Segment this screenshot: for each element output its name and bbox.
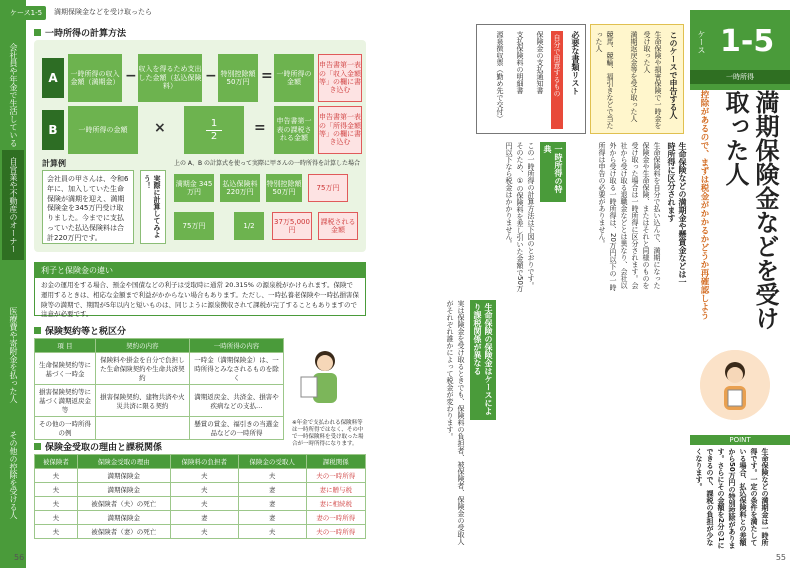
calc-a-deduction: 特別控除額 50万円: [266, 174, 302, 202]
income-kind-bar: 一時所得: [690, 70, 790, 84]
band-item-1: 会社員や年金で生活している: [9, 43, 18, 147]
interest-note: [34, 262, 366, 319]
calc-a-result: 75万円: [308, 174, 348, 202]
table-row: 生命保険契約等に基づく一時金 保険料や掛金を自分で負担した生命保険契約や生命共済契約 一時金（満期保険金）は、一時所得とみなされるものを除く: [35, 353, 284, 385]
row-b-base: 一時所得の金額: [68, 106, 138, 154]
bullet-square-icon: [34, 327, 41, 334]
interest-heading: 利子と保険金の違い: [35, 263, 365, 278]
row-a-income: 一時所得の収入金額（満期金）: [68, 54, 122, 102]
person-with-document-icon: [295, 345, 355, 415]
col2-text: この一時所得の計算方法は下図のとおりです。そのため、①の保険料を差し引いた金額で50万円以下なら税金はかかりません。: [505, 142, 535, 292]
table-row: 夫 被保険者（夫）の死亡 夫 妻 妻に相続税: [35, 497, 366, 511]
page-title: 満期保険金などを受け取った人: [721, 90, 779, 330]
point-text: 生命保険などの満期金は一時所得です。一定の条件を満たしている場合、払込保険料との差額から50万円の特別控除があります。さらにその金額を2分の1にできるので、課税の負担が少なくなります。: [695, 448, 769, 549]
docs-heading: 必要な書類リスト: [571, 31, 580, 95]
chapter-index-band: [0, 0, 26, 568]
example-text: 会社員の甲さんは、令和6年に、加入していた生命保険が満期を迎え、満期保険金を345万円受け取りました。今までに支払っていた払込保険料は合計220万円です。: [42, 170, 134, 244]
row-b-letter: B: [42, 110, 64, 150]
calc-prompt: 実際に計算してみよう！: [140, 170, 166, 244]
col3-text: 実は保険金を受け取るときでも、保険料の負担者、被保険者、保険金の受取人がそれぞれ誰かによって税金が変わります。: [446, 300, 465, 545]
point-tag: POINT: [690, 435, 790, 445]
point-box: [690, 435, 790, 555]
who-item-2: 満期返戻金等を受け取った人: [630, 31, 638, 122]
relation-heading: 保険金受取の理由と課税関係: [34, 440, 162, 453]
row-b-fraction: 1 2: [184, 106, 244, 154]
bullet-square-icon: [34, 443, 41, 450]
calc-b-fraction: 1/2: [234, 212, 264, 240]
minus-op-1: −: [125, 68, 137, 84]
prepare-tag: 自分で用意するもの: [551, 31, 563, 129]
multiply-op: ×: [154, 120, 166, 136]
doc-item-3: 源泉徴収票（勤め先で交付）: [496, 31, 504, 122]
row-b-target: 申告書第一表の「所得金額等」の欄に書き込む: [318, 106, 362, 154]
calc-b-amount: 37万5,000円: [272, 212, 312, 240]
table-row: 損害保険契約等に基づく満期返戻金等 損害保険契約、建物共済や火災共済に限る契約 満期返戻金、共済金、損害や疾病などの支払…: [35, 385, 284, 417]
equals-op-1: =: [261, 68, 273, 84]
band-item-2: 自営業や不動産のオーナー: [2, 150, 24, 260]
calc-heading: 一時所得の計算方法: [34, 26, 126, 39]
case-tag: ケース1-5: [6, 6, 46, 20]
case-number: 1-5: [720, 24, 775, 59]
table-row: 夫 満期保険金 夫 妻 妻に贈与税: [35, 483, 366, 497]
col3-heading: 生命保険の保険金はケースにより課税関係が異なる: [470, 300, 496, 420]
row-a-expense: 収入を得るため支出した金額（払込保険料）: [138, 54, 202, 102]
who-heading: このケースで申告する人: [669, 31, 678, 119]
woman-with-badge-icon: [700, 350, 770, 420]
example-caption: 上の A、B の計算式を使って実際に甲さんの一時所得を計算した場合: [174, 160, 361, 167]
relation-table: [34, 454, 366, 539]
doc-item-1: 保険金の支払通知書: [536, 31, 544, 94]
running-title: 満期保険金などを受け取ったら: [54, 8, 152, 16]
table-header-row: 被保険者 保険金受取の理由 保険料の負担者 保険金の受取人 課税関係: [35, 455, 366, 469]
minus-op-2: −: [205, 68, 217, 84]
row-b-result: 申告書第一表の課税される金額: [274, 106, 314, 154]
left-page-number: 56: [14, 553, 25, 562]
case-label: ケース: [697, 30, 706, 54]
page-subtitle: 控除があるので、まずは税金がかかるかどうか再確認しよう: [699, 90, 709, 320]
bullet-square-icon: [34, 29, 41, 36]
docs-box: [476, 24, 586, 134]
band-item-4: その他の控除を受ける人: [9, 431, 18, 519]
table-row: その他の一時所得の例 懸賞の賞金、福引きの当選金品などの一時所得: [35, 417, 284, 440]
contract-table: [34, 338, 284, 440]
example-title: 計算例: [42, 159, 66, 168]
col2-heading: 一時所得の特典: [540, 142, 566, 202]
calc-a-income: 満期金 345万円: [174, 174, 214, 202]
interest-body: お金の運用をする場合、預金や国債などの利子は受取時に通常 20.315% の源泉税がかけられます。保険で運用するときは、相応な金額まで利益がかからない場合もあります。ただし、一時払養老保険や一時払損害保険等の満期で、期間が5年以内と短いものは、同じように源泉徴収されて課税が完了することもありますので注意が必要です。: [41, 281, 359, 319]
contract-footnote: ※年金で支払われる保険料等は一時所得ではなく、その中で一時保険料を受け取った場合が一時所得になります。: [292, 420, 364, 448]
calc-a-expense: 払込保険料 220万円: [220, 174, 260, 202]
row-a-result: 一時所得の金額: [274, 54, 314, 102]
col1-text: 生命保険料を自分で払い込んで、満期になった保険金や生命保険、またはそれと同様のものを受け取った場合は一時所得に区分されます。会社から受け取る退職金などとは異なり、会社以外から受け取る一時所得は、20万円以下の一時所得は申告の必要がありません。: [598, 142, 661, 291]
right-page-number: 55: [775, 553, 786, 562]
who-item-3: 競馬、競輪、福引きなどで当たった人: [595, 31, 614, 129]
band-item-3: 医療費や寄附金を払った人: [9, 307, 18, 403]
row-a-letter: A: [42, 58, 64, 98]
table-header-row: 項 目 契約の内容 一時所得の内容: [35, 339, 284, 353]
equals-op-2: =: [254, 120, 266, 136]
who-box: [590, 24, 684, 134]
doc-item-2: 支払保険料の明細書: [516, 31, 524, 94]
table-row: 夫 満期保険金 妻 妻 妻の一時所得: [35, 511, 366, 525]
table-row: 夫 満期保険金 夫 夫 夫の一時所得: [35, 469, 366, 483]
row-a-target: 申告書第一表の「収入金額等」の欄に書き込む: [318, 54, 362, 102]
row-a-deduction: 特別控除額50万円: [218, 54, 258, 102]
calc-diagram: [34, 40, 366, 252]
contract-heading: 保険契約等と税区分: [34, 324, 126, 337]
who-item-1: 生命保険や損害保険で一時金を受け取った人: [643, 31, 662, 129]
calc-b-base: 75万円: [174, 212, 214, 240]
calc-b-taxed: 課税される金額: [318, 212, 358, 240]
col1-heading: 生命保険などの満期金や懸賞金などは一時所得に区分されます: [667, 142, 687, 286]
table-row: 夫 被保険者（妻）の死亡 夫 夫 夫の一時所得: [35, 525, 366, 539]
